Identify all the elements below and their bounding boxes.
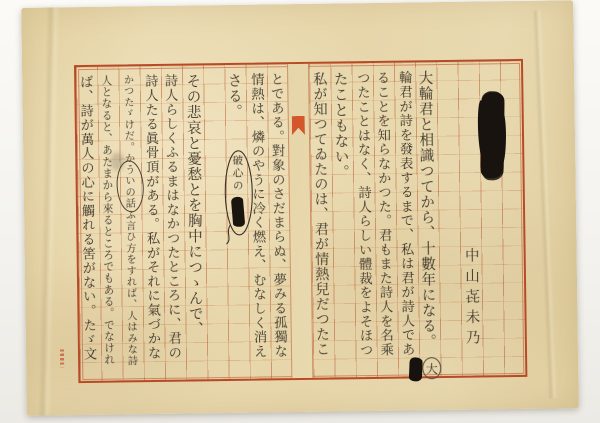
ruled-frame — [74, 59, 527, 383]
correction-text: 破心の — [231, 154, 244, 193]
manuscript-column: たこともない。 — [331, 71, 350, 181]
manuscript-column: 輪君が詩を發表するまで、私は君が詩人であ — [396, 70, 415, 357]
manuscript-column: 情熱は、燐のやうに冷く燃え、むなしく消え — [247, 72, 266, 359]
manuscript-column: さる。 — [225, 72, 243, 120]
ink-blot — [409, 357, 423, 381]
paper-crease — [38, 7, 61, 415]
redacted-title-scribble — [480, 92, 504, 178]
manuscript-column: その悲哀と憂愁とを胸中につゝんで、 — [184, 73, 204, 338]
manuscript-sheet — [21, 0, 579, 416]
margin-print-mark — [60, 349, 64, 367]
author-signature-column: 中山㐂未乃 — [462, 247, 480, 351]
correction-bubble — [222, 149, 255, 243]
manuscript-column: 詩人たる眞骨頂がある。私がそれに氣づかな — [141, 74, 160, 361]
correction-scribble — [231, 196, 245, 227]
text-columns — [78, 65, 523, 377]
manuscript-column: ることを知らなかつた。君もまた詩人を名乘 — [373, 70, 393, 357]
dai-character: 大 — [425, 361, 438, 376]
manuscript-column: 大輪君と相識つてから、十數年になる。 — [416, 70, 437, 350]
manuscript-column: ば、詩が萬人の心に觸れる筈がない。たゞ文 — [77, 74, 97, 362]
manuscript-column: かつたゞけだ。かういの話ふ言ひ方をすれば、人はみな詩 — [121, 74, 137, 367]
manuscript-column: とである。對象のさだまらぬ、夢みる孤獨な — [267, 72, 287, 359]
circled-dai-mark — [422, 357, 441, 379]
manuscript-column: つたことはなく、詩人らしい體裁をよそほつ — [353, 71, 372, 358]
paper-crease — [532, 11, 558, 399]
manuscript-column: 人となると、あたまから來るところでもある。でなけれ — [100, 74, 117, 366]
manuscript-column: 私が知つてゐたのは、君が情熱兒だつたこ — [311, 71, 331, 357]
manuscript-column: 詩人らしくふるまはなかつたところに、君の — [161, 73, 181, 360]
